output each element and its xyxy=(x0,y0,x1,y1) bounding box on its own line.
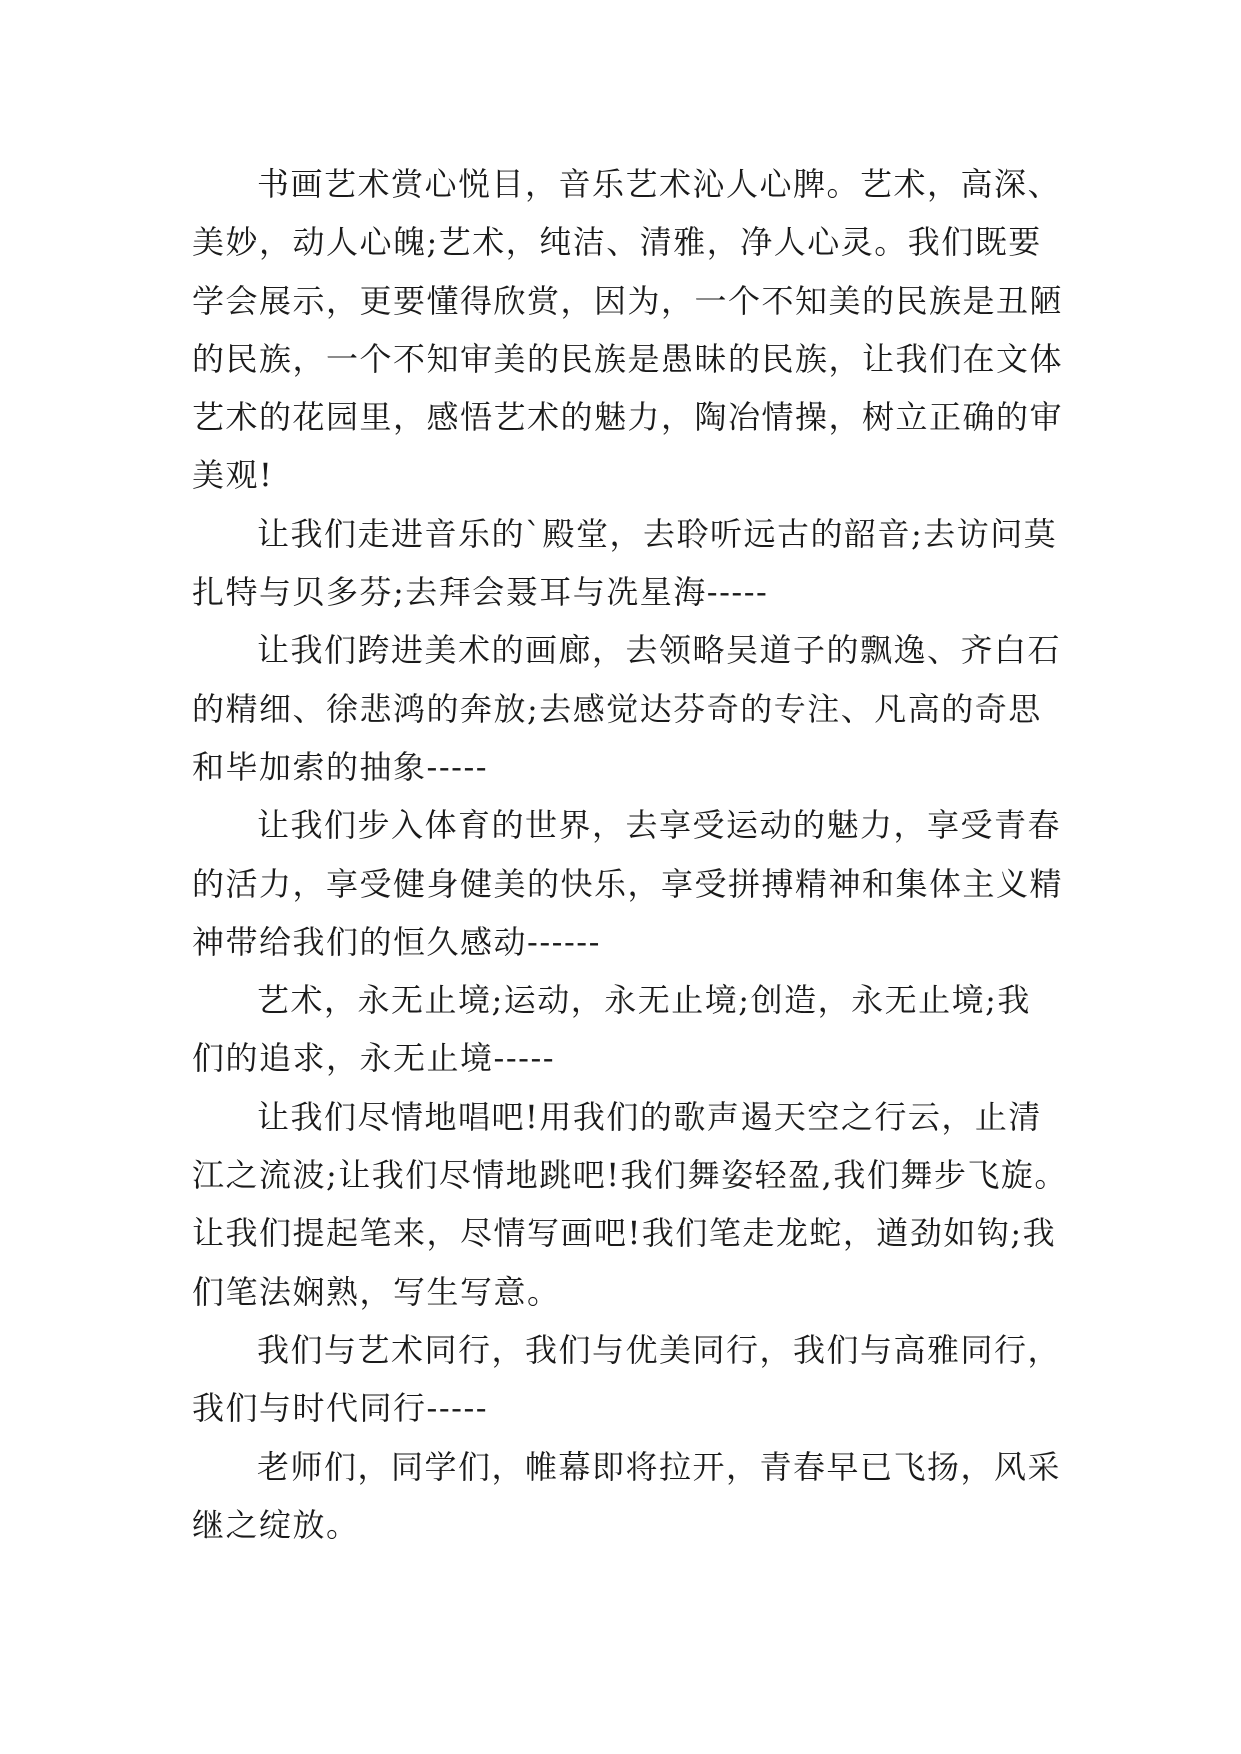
paragraph-line: 让我们提起笔来，尽情写画吧!我们笔走龙蛇，遒劲如钩;我 xyxy=(192,1214,1057,1253)
paragraph-line: 和毕加索的抽象----- xyxy=(192,747,489,786)
paragraph-line: 我们与时代同行----- xyxy=(192,1389,489,1428)
paragraph-line: 艺术，永无止境;运动，永无止境;创造，永无止境;我 xyxy=(257,981,1031,1020)
paragraph-line: 让我们步入体育的世界，去享受运动的魅力，享受青春 xyxy=(257,806,1062,845)
paragraph-line: 我们与艺术同行，我们与优美同行，我们与高雅同行， xyxy=(257,1330,1062,1369)
paragraph-line: 美观! xyxy=(192,456,274,495)
paragraph-line: 江之流波;让我们尽情地跳吧!我们舞姿轻盈,我们舞步飞旋。 xyxy=(192,1156,1068,1195)
paragraph-line: 的精细、徐悲鸿的奔放;去感觉达芬奇的专注、凡高的奇思 xyxy=(192,689,1042,728)
paragraph-line: 们的追求，永无止境----- xyxy=(192,1039,556,1078)
paragraph-line: 继之绽放。 xyxy=(192,1505,360,1544)
paragraph-1 xyxy=(192,155,1072,505)
paragraph-3 xyxy=(192,621,1072,796)
paragraph-line: 让我们跨进美术的画廊，去领略吴道子的飘逸、齐白石 xyxy=(257,631,1062,670)
paragraph-line: 扎特与贝多芬;去拜会聂耳与冼星海----- xyxy=(192,573,769,612)
paragraph-line: 美妙，动人心魄;艺术，纯洁、清雅，净人心灵。我们既要 xyxy=(192,223,1042,262)
paragraph-5 xyxy=(192,971,1072,1088)
paragraph-line: 让我们尽情地唱吧!用我们的歌声遏天空之行云，止清 xyxy=(257,1097,1042,1136)
paragraph-line: 让我们走进音乐的`殿堂，去聆听远古的韶音;去访问莫 xyxy=(257,514,1058,553)
paragraph-4 xyxy=(192,796,1072,971)
paragraph-6 xyxy=(192,1088,1072,1321)
paragraph-line: 们笔法娴熟，写生写意。 xyxy=(192,1272,561,1311)
paragraph-line: 的民族，一个不知审美的民族是愚昧的民族，让我们在文体 xyxy=(192,339,1064,378)
paragraph-2 xyxy=(192,505,1072,622)
paragraph-line: 书画艺术赏心悦目，音乐艺术沁人心脾。艺术，高深、 xyxy=(257,165,1062,203)
paragraph-line: 神带给我们的恒久感动------ xyxy=(192,922,601,961)
paragraph-line: 学会展示，更要懂得欣赏，因为，一个不知美的民族是丑陋 xyxy=(192,281,1064,320)
paragraph-line: 的活力，享受健身健美的快乐，享受拼搏精神和集体主义精 xyxy=(192,864,1064,903)
document-body xyxy=(192,155,1072,1554)
paragraph-7 xyxy=(192,1321,1072,1438)
paragraph-line: 艺术的花园里，感悟艺术的魅力，陶冶情操，树立正确的审 xyxy=(192,398,1064,437)
paragraph-8 xyxy=(192,1438,1072,1555)
paragraph-line: 老师们，同学们，帷幕即将拉开，青春早已飞扬，风采 xyxy=(257,1447,1062,1486)
